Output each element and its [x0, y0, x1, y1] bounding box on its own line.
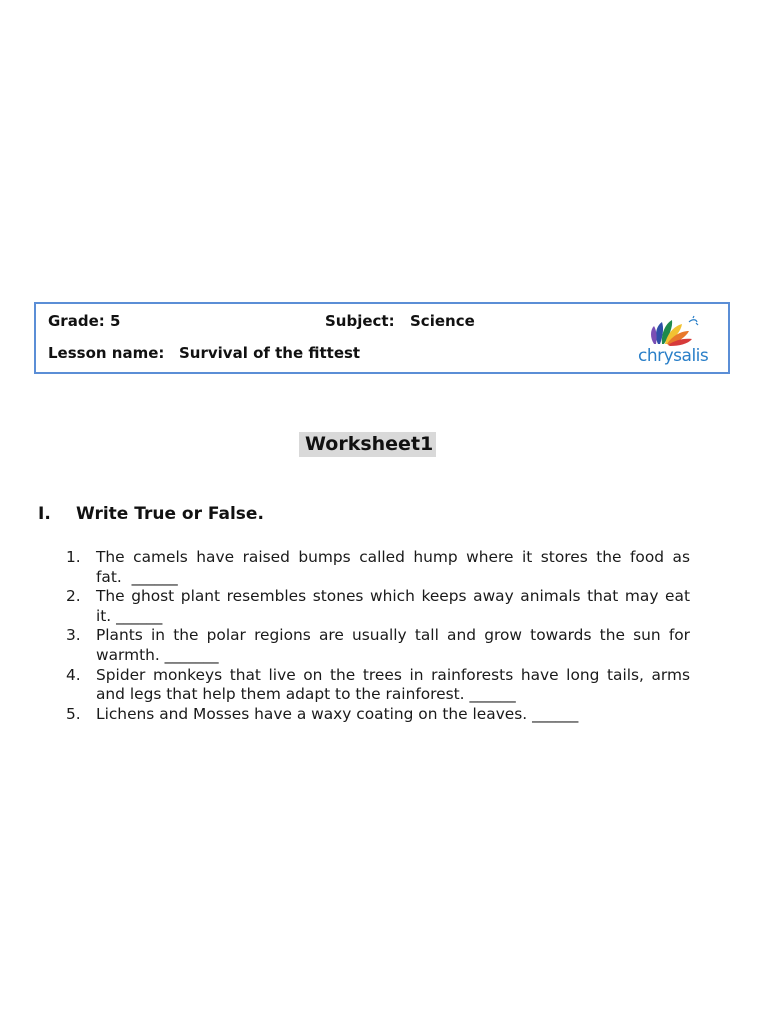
section-number: I. [38, 504, 51, 524]
answer-blank[interactable]: ______ [131, 567, 178, 586]
question-text: Plants in the polar regions are usually tall and grow towards the sun for warmth. [96, 626, 690, 664]
question-number: 2. [66, 587, 81, 606]
butterfly-logo-icon [636, 314, 720, 348]
subject-label: Subject: [325, 312, 395, 330]
question-item [66, 587, 690, 626]
question-text: Lichens and Mosses have a waxy coating on the leaves. [96, 704, 528, 723]
question-item [66, 705, 690, 725]
answer-blank[interactable]: _______ [164, 645, 219, 664]
question-list [66, 548, 690, 724]
lesson-name-value: Survival of the fittest [179, 344, 361, 362]
lesson-header-box [34, 302, 730, 374]
question-text: The ghost plant resembles stones which keeps away animals that may eat it. [96, 587, 690, 625]
worksheet-title: Worksheet1 [299, 432, 436, 457]
answer-blank[interactable]: ______ [469, 685, 516, 704]
grade-label: Grade: 5 [48, 312, 121, 330]
answer-blank[interactable]: ______ [532, 704, 579, 723]
answer-blank[interactable]: ______ [116, 606, 163, 625]
lesson-name-label: Lesson name: [48, 344, 165, 362]
question-item [66, 548, 690, 587]
question-item [66, 626, 690, 665]
question-number: 4. [66, 665, 81, 684]
question-text: Spider monkeys that live on the trees in rainforests have long tails, arms and legs that help them adapt to the rainforest. [96, 665, 690, 704]
question-item [66, 666, 690, 705]
question-text: The camels have raised bumps called hump where it stores the food as fat. [96, 548, 690, 586]
question-number: 1. [66, 548, 81, 566]
question-number: 3. [66, 626, 81, 645]
chrysalis-logo [636, 314, 720, 366]
section-title: Write True or False. [76, 504, 264, 524]
logo-wordmark: chrysalis [638, 346, 709, 366]
subject-value: Science [410, 312, 475, 330]
question-number: 5. [66, 704, 81, 723]
